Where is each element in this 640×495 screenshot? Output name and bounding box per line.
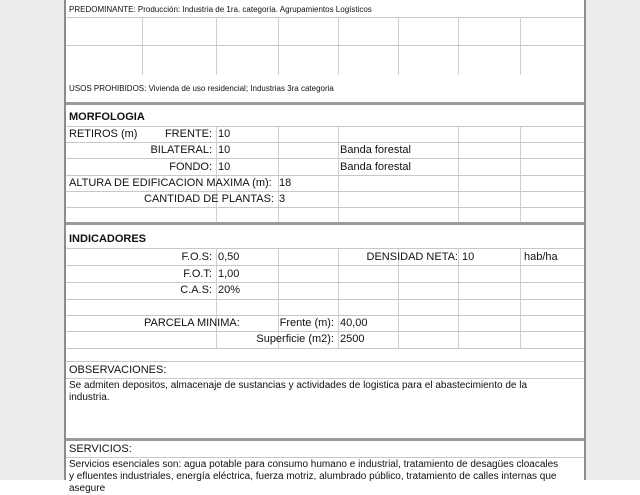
observaciones-title: OBSERVACIONES:	[69, 364, 167, 376]
zoning-sheet	[64, 0, 586, 494]
fot-label: F.O.T:	[183, 268, 212, 280]
superficie-label: Superficie (m2):	[256, 333, 334, 345]
parcela-frente-value: 40,00	[340, 317, 368, 329]
fos-row	[66, 248, 584, 266]
frente-value: 10	[218, 128, 231, 140]
observaciones-text: Se admiten depositos, almacenaje de sustancias y actividades de logistica para el abastecimiento de la industria.	[69, 380, 528, 403]
frente-row	[66, 126, 584, 143]
spacer-row	[66, 17, 584, 46]
spacer-row	[66, 299, 584, 316]
bilateral-value: 10	[218, 144, 231, 156]
spacer-row	[66, 207, 584, 223]
cas-value: 20%	[218, 284, 241, 296]
plantas-label: CANTIDAD DE PLANTAS:	[144, 193, 274, 205]
right-margin	[582, 0, 640, 480]
densidad-value: 10	[462, 251, 475, 263]
cas-row	[66, 282, 584, 300]
frente-label: FRENTE:	[164, 128, 212, 140]
altura-label: ALTURA DE EDIFICACION MAXIMA (m):	[69, 177, 272, 189]
parcela-frente-label: Frente (m):	[279, 317, 334, 329]
bilateral-note: Banda forestal	[340, 144, 411, 156]
fondo-value: 10	[218, 161, 231, 173]
spacer-row	[66, 348, 584, 362]
densidad-unit: hab/ha	[524, 251, 558, 263]
servicios-title: SERVICIOS:	[69, 443, 132, 455]
morfologia-title: MORFOLOGIA	[69, 111, 145, 123]
altura-value: 18	[279, 177, 292, 189]
servicios-header-row	[66, 441, 584, 458]
fondo-label: FONDO:	[169, 161, 212, 173]
predominante-text: PREDOMINANTE: Producción: Industria de 1ra. categoría. Agrupamientos Logísticos	[69, 5, 372, 14]
parcela-label: PARCELA MINIMA:	[144, 317, 240, 329]
densidad-label: DENSIDAD NETA:	[366, 251, 458, 263]
usos-prohibidos-text: USOS PROHIBIDOS: Vivienda de uso residencial; Industrias 3ra categoria	[69, 84, 334, 93]
fos-value: 0,50	[218, 251, 240, 263]
retiros-label: RETIROS (m)	[69, 128, 138, 140]
fondo-note: Banda forestal	[340, 161, 411, 173]
superficie-value: 2500	[340, 333, 365, 345]
spacer-row	[66, 45, 584, 76]
fot-row	[66, 265, 584, 283]
cas-label: C.A.S:	[180, 284, 212, 296]
fos-label: F.O.S:	[181, 251, 212, 263]
servicios-text: Servicios esenciales son: agua potable para consumo humano e industrial, tratamiento de desagües cloacales y efluentes industriales, energía eléctrica, fuerza motriz, alumbrado público, tratamiento de calles internas que asegure	[69, 459, 559, 494]
fondo-row	[66, 158, 584, 176]
fot-value: 1,00	[218, 268, 240, 280]
indicadores-title: INDICADORES	[69, 233, 147, 245]
plantas-value: 3	[279, 193, 286, 205]
left-margin	[0, 0, 64, 480]
bilateral-label: BILATERAL:	[150, 144, 212, 156]
